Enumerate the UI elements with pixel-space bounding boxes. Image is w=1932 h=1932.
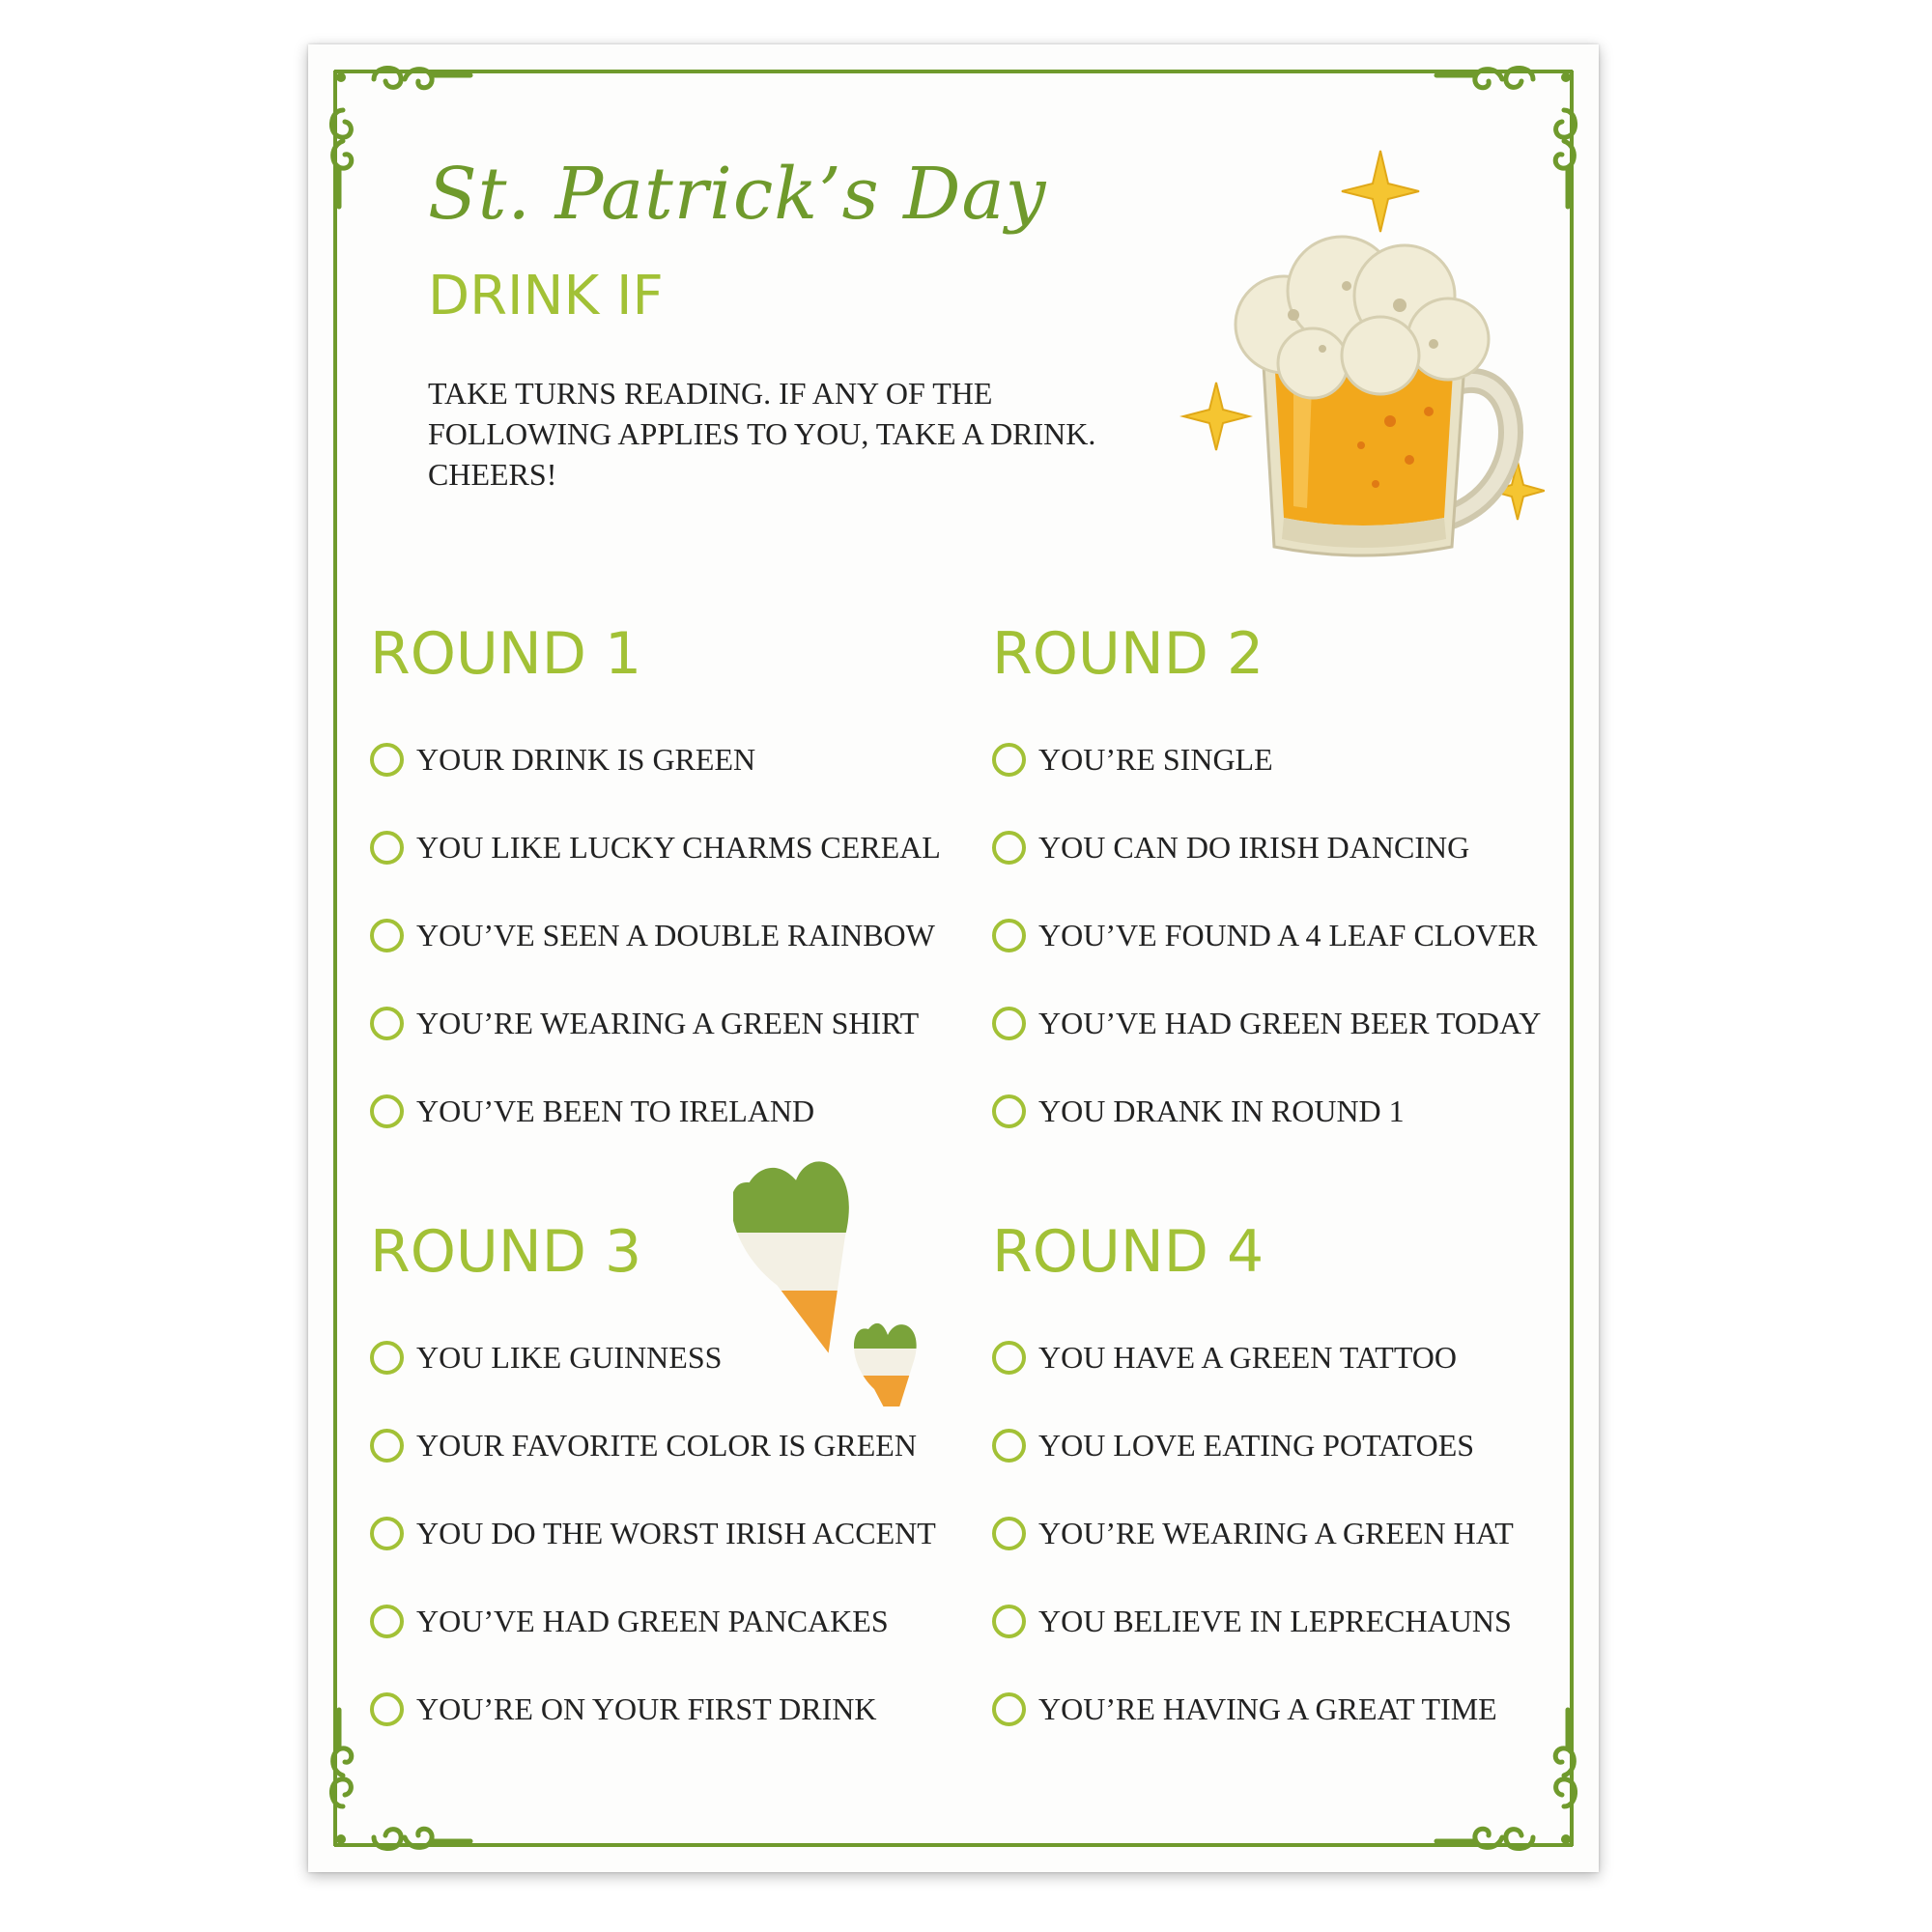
round-title: ROUND 4: [992, 1218, 1264, 1286]
item-label: YOU’VE BEEN TO IRELAND: [416, 1094, 815, 1128]
list-item[interactable]: [370, 980, 1008, 1067]
checkbox-circle[interactable]: [992, 1517, 1026, 1550]
checkbox-circle[interactable]: [370, 1605, 404, 1638]
list-item[interactable]: [992, 1577, 1630, 1665]
item-label: YOU LIKE GUINNESS: [416, 1340, 723, 1375]
item-label: YOU’VE HAD GREEN PANCAKES: [416, 1604, 889, 1638]
list-item[interactable]: [370, 1402, 1008, 1490]
list-item[interactable]: [992, 980, 1630, 1067]
game-card: [308, 44, 1599, 1872]
frame-border-top: [334, 70, 1573, 73]
round-3-list: [370, 1314, 1008, 1753]
checkbox-circle[interactable]: [992, 1692, 1026, 1726]
round-1-list: [370, 716, 1008, 1155]
list-item[interactable]: [992, 716, 1630, 804]
list-item[interactable]: [992, 804, 1630, 892]
item-label: YOUR FAVORITE COLOR IS GREEN: [416, 1428, 917, 1463]
list-item[interactable]: [370, 1314, 1008, 1402]
checkbox-circle[interactable]: [992, 1094, 1026, 1128]
item-label: YOU’RE HAVING A GREAT TIME: [1038, 1691, 1497, 1726]
list-item[interactable]: [992, 892, 1630, 980]
list-item[interactable]: [370, 1665, 1008, 1753]
round-1: [370, 608, 1008, 1155]
list-item[interactable]: [370, 1490, 1008, 1577]
item-label: YOU BELIEVE IN LEPRECHAUNS: [1038, 1604, 1512, 1638]
list-item[interactable]: [370, 1067, 1008, 1155]
checkbox-circle[interactable]: [370, 1341, 404, 1375]
frame-border-bottom: [334, 1843, 1573, 1847]
list-item[interactable]: [370, 716, 1008, 804]
checkbox-circle[interactable]: [370, 1517, 404, 1550]
item-label: YOU’RE WEARING A GREEN HAT: [1038, 1516, 1514, 1550]
checkbox-circle[interactable]: [370, 831, 404, 865]
checkbox-circle[interactable]: [370, 919, 404, 952]
frame-border-left: [333, 71, 337, 1846]
item-label: YOU’VE SEEN A DOUBLE RAINBOW: [416, 918, 935, 952]
checkbox-circle[interactable]: [370, 743, 404, 777]
item-label: YOU’VE FOUND A 4 LEAF CLOVER: [1038, 918, 1538, 952]
item-label: YOU CAN DO IRISH DANCING: [1038, 830, 1470, 865]
item-label: YOU LIKE LUCKY CHARMS CEREAL: [416, 830, 941, 865]
checkbox-circle[interactable]: [992, 1341, 1026, 1375]
round-title: ROUND 3: [370, 1218, 642, 1286]
round-title: ROUND 1: [370, 620, 642, 688]
checkbox-circle[interactable]: [370, 1007, 404, 1040]
list-item[interactable]: [370, 892, 1008, 980]
item-label: YOU HAVE A GREEN TATTOO: [1038, 1340, 1458, 1375]
list-item[interactable]: [370, 1577, 1008, 1665]
round-2: [992, 608, 1630, 1155]
checkbox-circle[interactable]: [992, 831, 1026, 865]
round-2-list: [992, 716, 1630, 1155]
list-item[interactable]: [370, 804, 1008, 892]
round-3: [370, 1206, 1008, 1753]
item-label: YOU LOVE EATING POTATOES: [1038, 1428, 1475, 1463]
checkbox-circle[interactable]: [992, 743, 1026, 777]
round-title: ROUND 2: [992, 620, 1264, 688]
list-item[interactable]: [992, 1067, 1630, 1155]
checkbox-circle[interactable]: [992, 1007, 1026, 1040]
item-label: YOU DO THE WORST IRISH ACCENT: [416, 1516, 936, 1550]
instructions-text: TAKE TURNS READING. IF ANY OF THE FOLLOWING APPLIES TO YOU, TAKE A DRINK. CHEERS!: [428, 376, 1096, 492]
checkbox-circle[interactable]: [992, 1605, 1026, 1638]
checkbox-circle[interactable]: [370, 1429, 404, 1463]
checkbox-circle[interactable]: [370, 1094, 404, 1128]
checkbox-circle[interactable]: [992, 1429, 1026, 1463]
list-item[interactable]: [992, 1490, 1630, 1577]
page-title: St. Patrick’s Day: [428, 153, 1047, 236]
checkbox-circle[interactable]: [992, 919, 1026, 952]
page-subtitle: DRINK IF: [428, 265, 664, 327]
round-4: [992, 1206, 1630, 1753]
item-label: YOUR DRINK IS GREEN: [416, 742, 756, 777]
list-item[interactable]: [992, 1665, 1630, 1753]
list-item[interactable]: [992, 1314, 1630, 1402]
item-label: YOU’RE WEARING A GREEN SHIRT: [416, 1006, 920, 1040]
item-label: YOU’RE ON YOUR FIRST DRINK: [416, 1691, 877, 1726]
round-4-list: [992, 1314, 1630, 1753]
item-label: YOU DRANK IN ROUND 1: [1038, 1094, 1405, 1128]
beer-mug-icon: [1139, 102, 1545, 566]
checkbox-circle[interactable]: [370, 1692, 404, 1726]
list-item[interactable]: [992, 1402, 1630, 1490]
item-label: YOU’VE HAD GREEN BEER TODAY: [1038, 1006, 1542, 1040]
item-label: YOU’RE SINGLE: [1038, 742, 1273, 777]
